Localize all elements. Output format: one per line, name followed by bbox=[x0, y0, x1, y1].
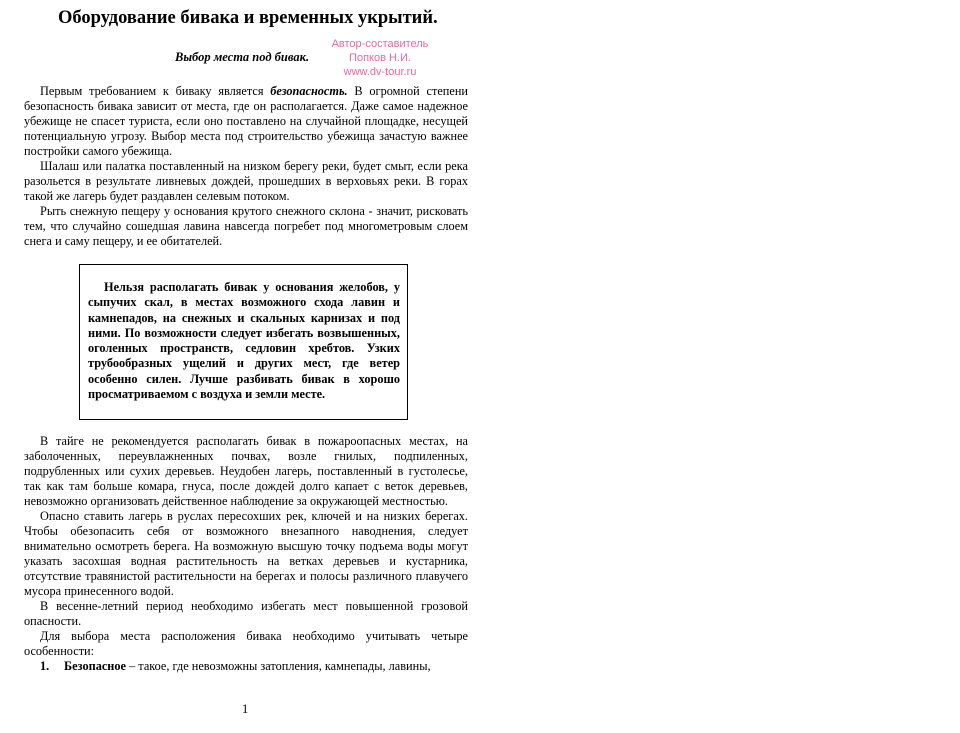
intro-text-block bbox=[24, 84, 468, 249]
author-watermark bbox=[320, 37, 440, 79]
list-item bbox=[24, 659, 468, 674]
warning-callout-box bbox=[79, 264, 408, 420]
watermark-site-url: www.dv-tour.ru bbox=[343, 66, 417, 78]
callout-text: Нельзя располагать бивак у основания желобов, у сыпучих скал, в местах возможного схода лавин и камнепадов, на снежных и скальных карнизах и под ними. По возможности следует избегать возвышенных, оголенных пространств, седловин хребтов. Узких трубообразных ущелий и других мест, где ветер особенно силен. Лучше разбивать бивак в хорошо просматриваемом с воздуха и земли месте. bbox=[88, 280, 400, 402]
paragraph: Для выбора места расположения бивака необходимо учитывать четыре особенности: bbox=[24, 629, 468, 658]
paragraph bbox=[24, 84, 468, 159]
watermark-author-label: Автор-составитель bbox=[331, 38, 429, 50]
paragraph: В весенне-летний период необходимо избегать мест повышенной грозовой опасности. bbox=[24, 599, 468, 628]
list-number: 1. bbox=[40, 659, 50, 673]
emphasis-safety: безопасность. bbox=[270, 84, 348, 98]
page-number: 1 bbox=[242, 702, 249, 716]
paragraph: Опасно ставить лагерь в руслах пересохших рек, ключей и на низких берегах. Чтобы обезопасить себя от возможного внезапного наводнения, следует внимательно осмотреть берега. На возможную высшую точку подъема воды могут указать засохшая водная растительность на ветках деревьев и кустарника, отсутствие травянистой растительности на берегах и полосы различного плавучего мусора принесенного водой. bbox=[24, 509, 468, 598]
paragraph: В тайге не рекомендуется располагать бивак в пожароопасных местах, на заболоченных, переувлажненных почвах, возле гнилых, подпиленных, подрубленных или сухих деревьев. Неудобен лагерь, поставленный в густолесье, так как там больше комара, гнуса, после дождей долго капает с веток деревьев, невозможно организовать действенное наблюдение за окружающей местностью. bbox=[24, 434, 468, 508]
paragraph-rest: В огромной степени безопасность бивака зависит от места, где он располагается. Даже самое надежное убежище не спасет туриста, если оно поставлено на случайной площадке, несущей потенциальную угрозу. Выбор места под строительство убежища зачастую важнее постройки самого убежища. bbox=[24, 84, 468, 158]
paragraph-lead: Первым требованием к биваку является bbox=[40, 84, 271, 98]
paragraph: Рыть снежную пещеру у основания крутого снежного склона - значит, рисковать тем, что случайно сошедшая лавина навсегда погребет под многометровым слоем снега и саму пещеру, и ее обитателей. bbox=[24, 204, 468, 248]
watermark-author-name: Попков Н.И. bbox=[349, 52, 411, 64]
section-subtitle: Выбор места под бивак. bbox=[175, 50, 310, 64]
paragraph: Шалаш или палатка поставленный на низком берегу реки, будет смыт, если река разольется в результате ливневых дождей, прошедших в верховьях реки. В горах такой же лагерь будет раздавлен селевым потоком. bbox=[24, 159, 468, 203]
taiga-text-block bbox=[24, 434, 468, 674]
list-text: – такое, где невозможны затопления, камнепады, лавины, bbox=[126, 659, 431, 673]
list-term: Безопасное bbox=[64, 659, 126, 673]
document-page bbox=[24, 0, 468, 733]
page-title: Оборудование бивака и временных укрытий. bbox=[58, 8, 438, 28]
